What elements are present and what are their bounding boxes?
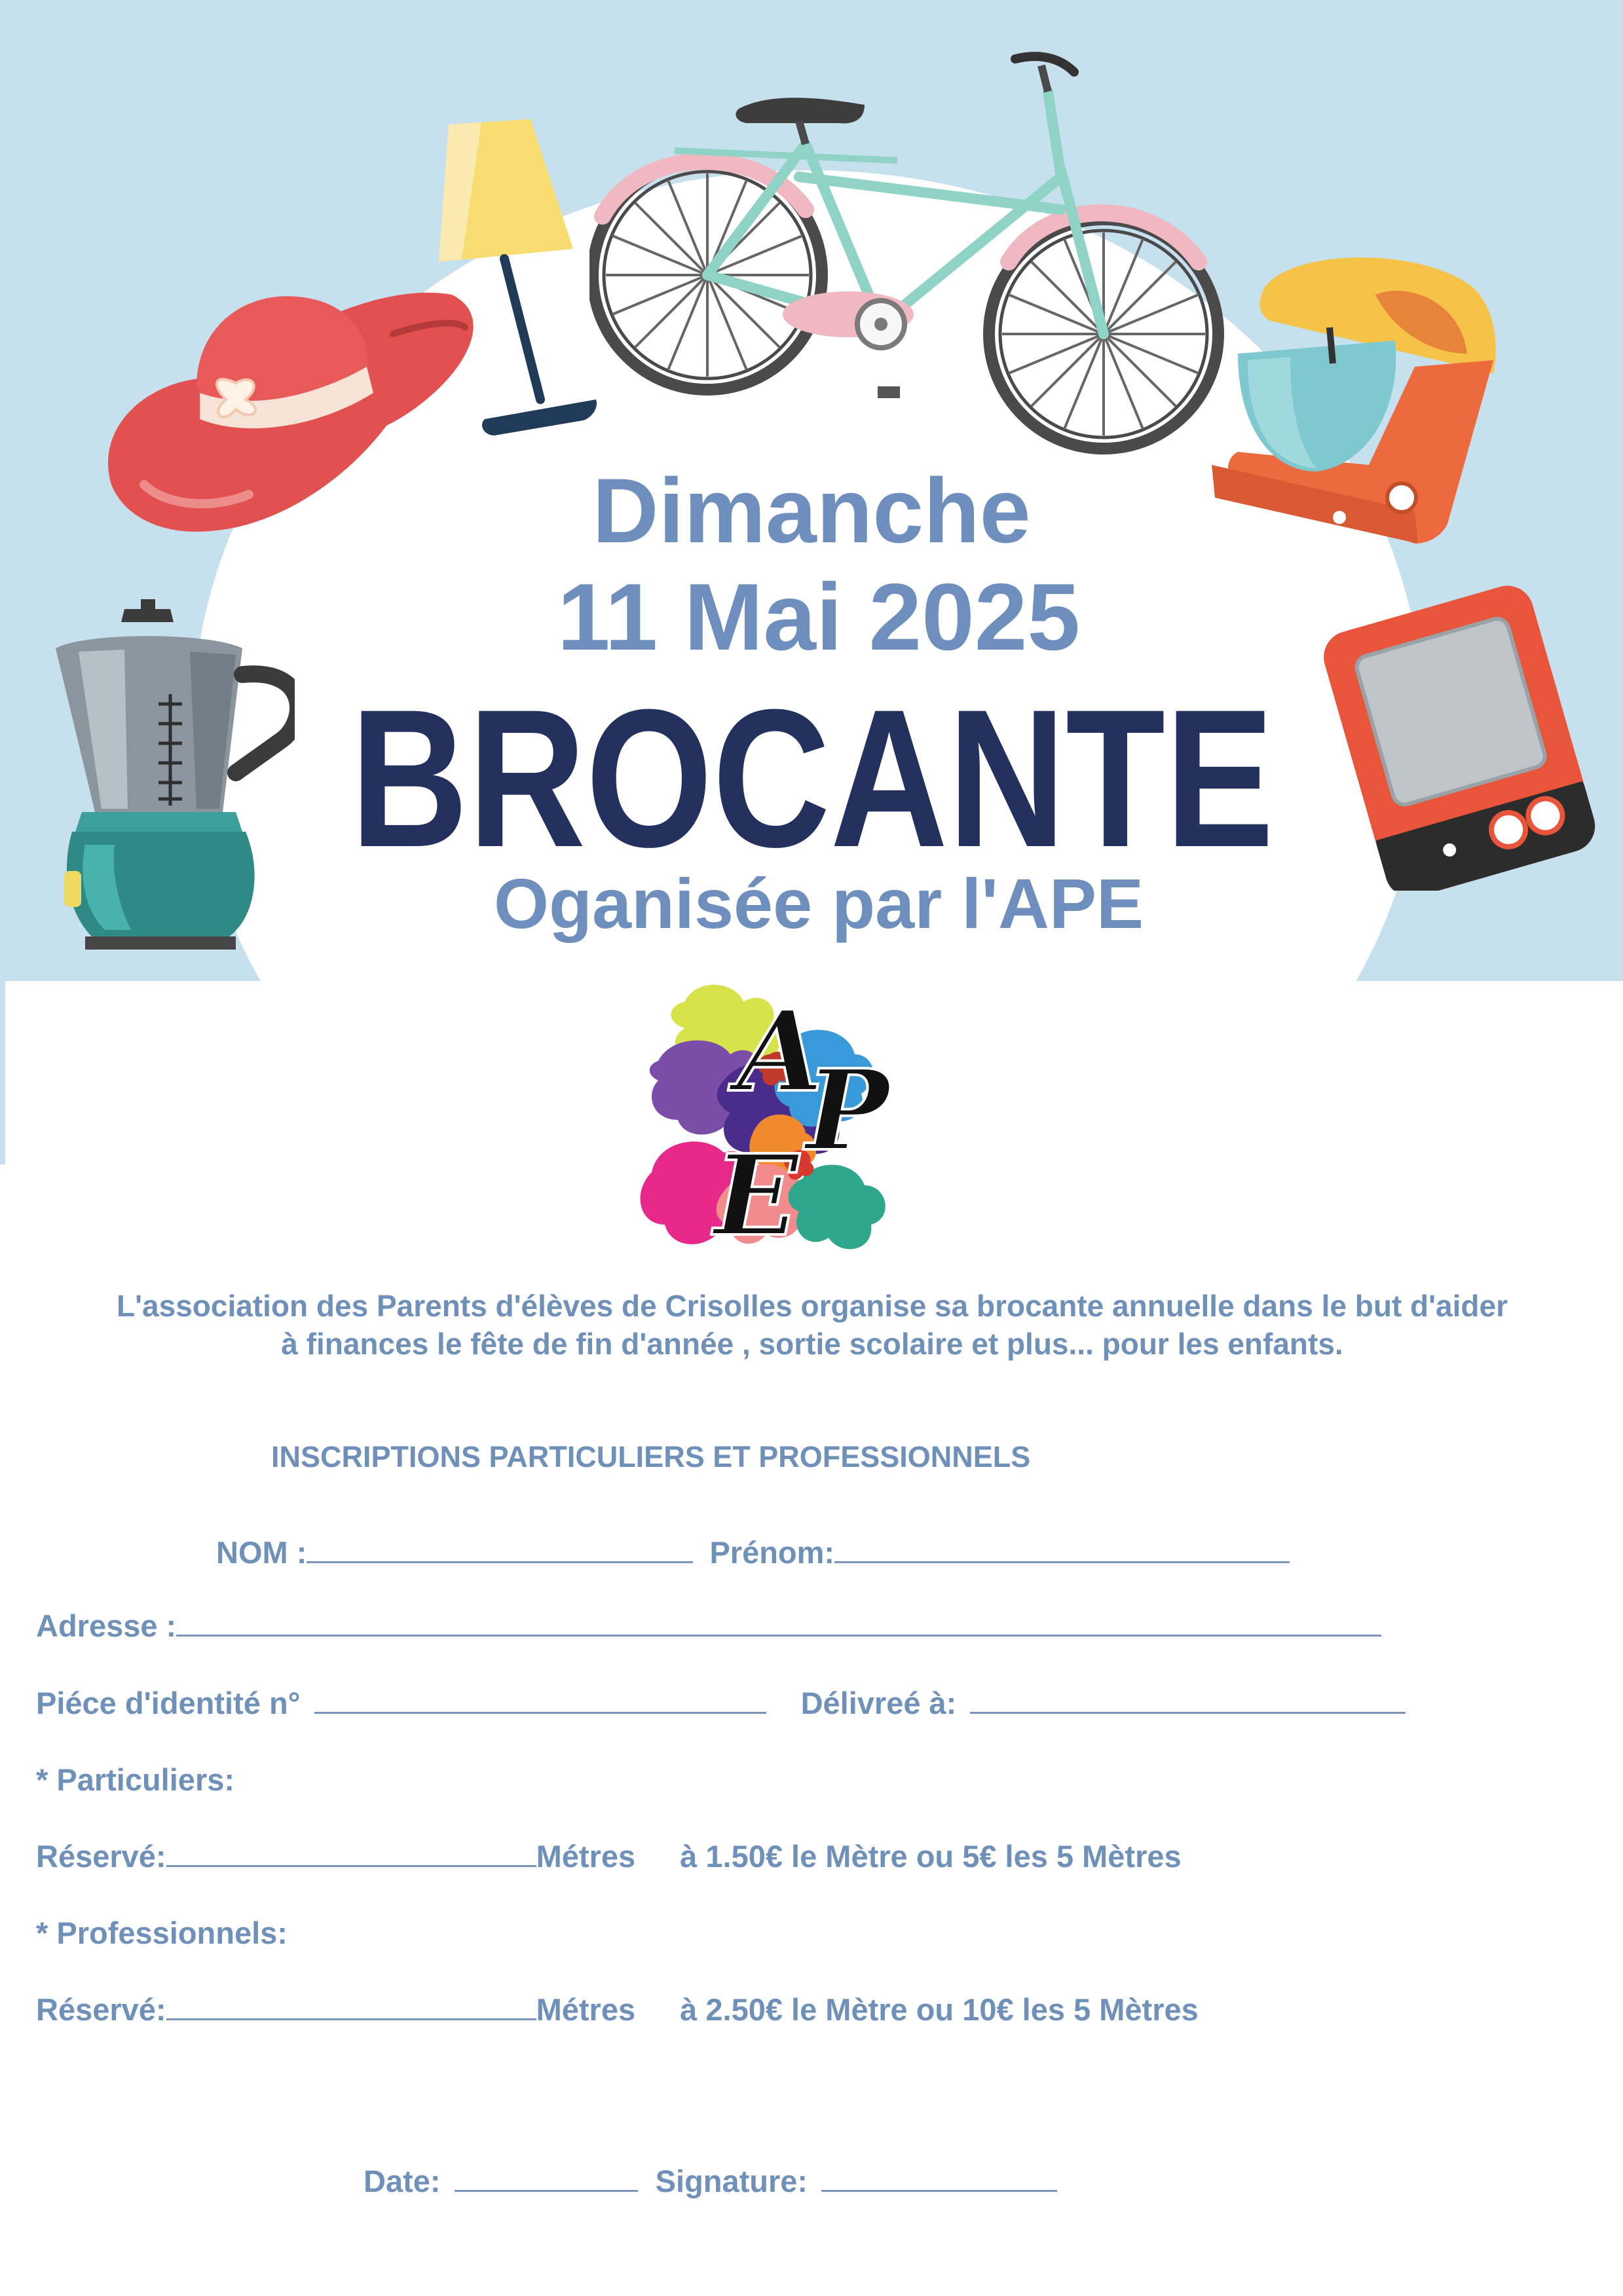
bicycle-icon bbox=[589, 46, 1244, 465]
professionnels-metres-field[interactable] bbox=[166, 1990, 536, 2020]
adresse-label: Adresse : bbox=[36, 1608, 177, 1643]
intro-line-1: L'association des Parents d'élèves de Crisolles organise sa brocante annuelle dans le but d'aider bbox=[117, 1289, 1508, 1323]
logo-letter-e: E bbox=[714, 1130, 799, 1261]
section-title: INSCRIPTIONS PARTICULIERS ET PROFESSIONNELS bbox=[271, 1440, 1031, 1473]
metres-label: Métres bbox=[536, 1839, 636, 1874]
logo-letter-p: P bbox=[806, 1045, 889, 1176]
event-day: Dimanche bbox=[592, 459, 1031, 562]
particuliers-heading: * Particuliers: bbox=[36, 1762, 235, 1797]
reserve-label-pro: Réservé: bbox=[36, 1992, 166, 2027]
professionnels-price: à 2.50€ le Mètre ou 10€ les 5 Mètres bbox=[680, 1992, 1199, 2027]
lamp-icon bbox=[432, 111, 603, 439]
event-title-text: BROCANTE bbox=[350, 675, 1274, 888]
mixer-icon bbox=[1199, 249, 1513, 589]
particuliers-metres-field[interactable] bbox=[166, 1836, 536, 1867]
professionnels-heading: * Professionnels: bbox=[36, 1916, 288, 1950]
intro-line-2: à finances le fête de fin d'année , sortie scolaire et plus... pour les enfants. bbox=[281, 1327, 1343, 1361]
date-signature-row bbox=[364, 2161, 1057, 2201]
piece-field[interactable] bbox=[314, 1683, 766, 1714]
particuliers-price: à 1.50€ le Mètre ou 5€ les 5 Mètres bbox=[680, 1839, 1182, 1874]
blender-icon bbox=[46, 596, 295, 950]
adresse-field[interactable] bbox=[176, 1606, 1381, 1637]
prenom-field[interactable] bbox=[834, 1532, 1290, 1563]
event-date: 11 Mai 2025 bbox=[557, 564, 1081, 670]
particuliers-row bbox=[36, 1836, 1182, 1876]
date-field[interactable] bbox=[455, 2161, 638, 2192]
nom-field[interactable] bbox=[307, 1532, 693, 1563]
id-row bbox=[36, 1683, 1406, 1723]
hat-icon bbox=[85, 268, 491, 576]
delivree-label: Délivreé à: bbox=[800, 1686, 957, 1720]
delivree-field[interactable] bbox=[970, 1683, 1406, 1714]
logo-letter-a: A bbox=[737, 986, 823, 1117]
event-title bbox=[334, 675, 1290, 891]
tablet-icon bbox=[1323, 576, 1605, 891]
intro-paragraph bbox=[39, 1287, 1585, 1363]
name-row bbox=[216, 1532, 1290, 1572]
reserve-label: Réservé: bbox=[36, 1839, 166, 1874]
edge-strip bbox=[0, 981, 5, 1164]
date-label: Date: bbox=[364, 2164, 441, 2198]
organizer-line: Oganisée par l'APE bbox=[493, 864, 1144, 943]
piece-label: Piéce d'identité n° bbox=[36, 1686, 301, 1720]
signature-field[interactable] bbox=[821, 2161, 1057, 2192]
metres-label-pro: Métres bbox=[536, 1992, 636, 2027]
professionnels-row bbox=[36, 1990, 1199, 2029]
signature-label: Signature: bbox=[655, 2164, 808, 2198]
prenom-label: Prénom: bbox=[709, 1535, 835, 1570]
address-row bbox=[36, 1606, 1381, 1646]
ape-logo bbox=[639, 963, 914, 1270]
nom-label: NOM : bbox=[216, 1535, 307, 1570]
